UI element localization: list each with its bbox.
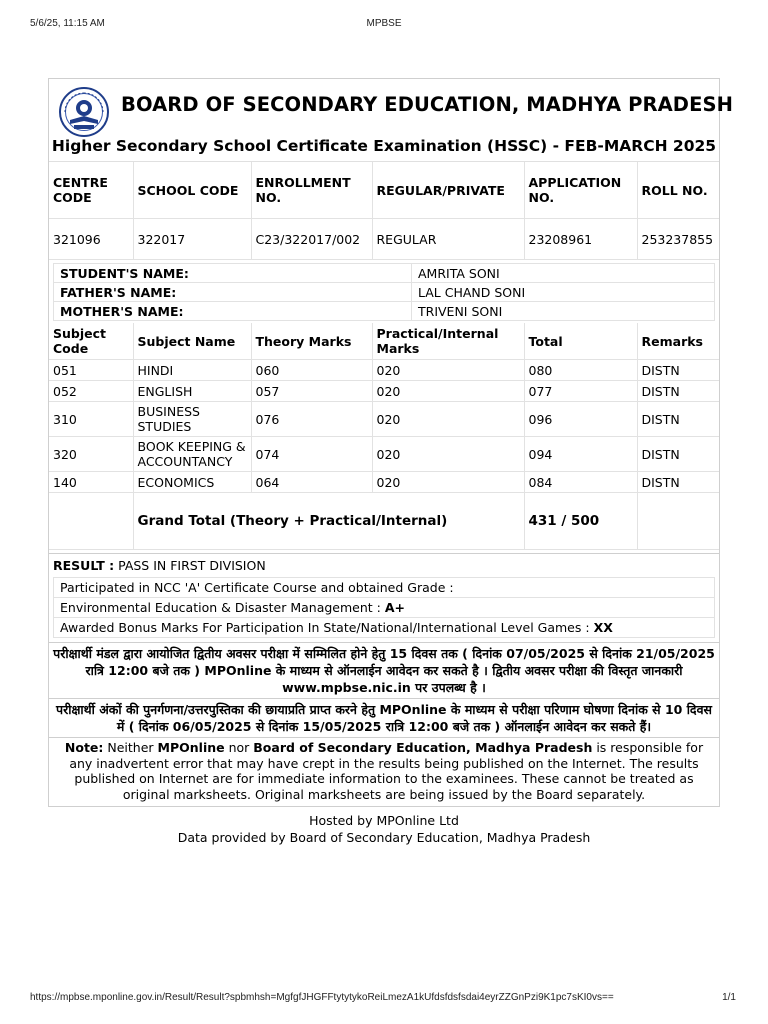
practical-marks: 020 bbox=[372, 360, 524, 381]
recheck-text: बजे तक ) ऑनलाईन आवेदन कर सकते हैं। bbox=[448, 719, 652, 734]
environment-grade: A+ bbox=[384, 600, 406, 615]
mother-name-row bbox=[54, 302, 715, 321]
note-text: nor bbox=[224, 740, 254, 755]
father-name-value: LAL CHAND SONI bbox=[412, 283, 715, 302]
note-board: Board of Secondary Education, Madhya Pradesh bbox=[253, 740, 593, 755]
centre-code-value: 321096 bbox=[49, 219, 133, 260]
subject-remarks: DISTN bbox=[637, 402, 719, 437]
subject-total: 096 bbox=[524, 402, 637, 437]
subject-code-header: Subject Code bbox=[49, 323, 133, 360]
mponline-mention: MPOnline bbox=[204, 663, 272, 678]
father-name-row bbox=[54, 283, 715, 302]
data-provided-text: Data provided by Board of Secondary Education, Madhya Pradesh bbox=[177, 830, 591, 845]
note-mponline: MPOnline bbox=[157, 740, 225, 755]
subject-code: 052 bbox=[49, 381, 133, 402]
grand-total-remarks bbox=[637, 493, 719, 550]
mother-name-value: TRIVENI SONI bbox=[412, 302, 715, 321]
subject-name: BUSINESS STUDIES bbox=[133, 402, 251, 437]
subject-total: 084 bbox=[524, 472, 637, 493]
board-title: BOARD OF SECONDARY EDUCATION, MADHYA PRADESH bbox=[121, 93, 734, 116]
bonus-value: XX bbox=[593, 620, 613, 635]
subject-code: 310 bbox=[49, 402, 133, 437]
mother-name-label: MOTHER'S NAME: bbox=[54, 302, 412, 321]
names-section bbox=[49, 260, 719, 323]
subject-remarks: DISTN bbox=[637, 437, 719, 472]
theory-marks-header: Theory Marks bbox=[251, 323, 372, 360]
identity-value-row bbox=[49, 219, 719, 260]
theory-marks: 064 bbox=[251, 472, 372, 493]
subject-total: 077 bbox=[524, 381, 637, 402]
subject-code: 051 bbox=[49, 360, 133, 381]
print-title: MPBSE bbox=[366, 18, 402, 29]
grand-total-value: 431 / 500 bbox=[524, 493, 637, 550]
subject-row bbox=[49, 437, 719, 472]
result-line bbox=[49, 554, 719, 575]
subject-name: ENGLISH bbox=[133, 381, 251, 402]
student-name-label: STUDENT'S NAME: bbox=[54, 264, 412, 283]
ncc-text: Participated in NCC 'A' Certificate Course and obtained Grade : bbox=[54, 578, 715, 598]
bonus-row bbox=[54, 618, 715, 638]
subjects-header-row bbox=[49, 323, 719, 360]
recheck-start-date: 06/05/2025 bbox=[172, 719, 252, 734]
roll-no-header: ROLL NO. bbox=[637, 162, 719, 219]
recheck-text: के माध्यम से परीक्षा परिणाम घोषणा दिनांक से 10 दिवस में ( दिनांक bbox=[116, 702, 712, 734]
second-exam-text: बजे तक ) bbox=[148, 663, 205, 678]
subject-total: 080 bbox=[524, 360, 637, 381]
subject-row bbox=[49, 381, 719, 402]
subject-name: HINDI bbox=[133, 360, 251, 381]
extras-table bbox=[53, 577, 715, 638]
subject-code: 320 bbox=[49, 437, 133, 472]
practical-marks: 020 bbox=[372, 472, 524, 493]
result-value: PASS IN FIRST DIVISION bbox=[118, 558, 266, 573]
print-page-number: 1/1 bbox=[722, 992, 736, 1003]
theory-marks: 060 bbox=[251, 360, 372, 381]
application-no-value: 23208961 bbox=[524, 219, 637, 260]
school-code-value: 322017 bbox=[133, 219, 251, 260]
second-exam-start-date: 07/05/2025 bbox=[506, 646, 585, 661]
print-header bbox=[0, 18, 768, 32]
second-exam-notice bbox=[49, 642, 719, 698]
school-code-header: SCHOOL CODE bbox=[133, 162, 251, 219]
father-name-label: FATHER'S NAME: bbox=[54, 283, 412, 302]
roll-no-value: 253237855 bbox=[637, 219, 719, 260]
subject-remarks: DISTN bbox=[637, 360, 719, 381]
practical-marks: 020 bbox=[372, 381, 524, 402]
grand-total-empty bbox=[49, 493, 133, 550]
theory-marks: 076 bbox=[251, 402, 372, 437]
grand-total-label: Grand Total (Theory + Practical/Internal) bbox=[133, 493, 524, 550]
recheck-text: से दिनांक bbox=[251, 719, 303, 734]
recheck-end-date: 15/05/2025 रात्रि 12:00 bbox=[302, 719, 449, 734]
subject-name: ECONOMICS bbox=[133, 472, 251, 493]
application-no-header: APPLICATION NO. bbox=[524, 162, 637, 219]
result-label: RESULT : bbox=[53, 558, 115, 573]
subjects-table bbox=[49, 323, 719, 554]
student-name-row bbox=[54, 264, 715, 283]
names-table bbox=[53, 263, 715, 321]
hosted-footer bbox=[0, 812, 768, 846]
table-divider bbox=[49, 550, 719, 554]
print-url: https://mpbse.mponline.gov.in/Result/Result?spbmhsh=MgfgfJHGFFtytytykoReiLmezA1kUfdsfdsfsdai4eyrZZGnPzi9K1pc7sKI0vs== bbox=[30, 992, 614, 1003]
environment-row bbox=[54, 598, 715, 618]
note-label: Note: bbox=[64, 740, 104, 755]
grand-total-row bbox=[49, 493, 719, 550]
subject-name-header: Subject Name bbox=[133, 323, 251, 360]
practical-marks: 020 bbox=[372, 402, 524, 437]
subject-remarks: DISTN bbox=[637, 381, 719, 402]
second-exam-text: परीक्षार्थी मंडल द्वारा आयोजित द्वितीय अवसर परीक्षा में सम्मिलित होने हेतु 15 दिवस तक ( दिनांक bbox=[53, 646, 507, 661]
second-exam-text: के माध्यम से ऑनलाईन आवेदन कर सकते है । द्वितीय अवसर परीक्षा की विस्तृत जानकारी bbox=[271, 663, 683, 678]
print-date: 5/6/25, 11:15 AM bbox=[30, 18, 105, 29]
identity-table bbox=[49, 162, 719, 260]
ncc-row bbox=[54, 578, 715, 598]
remarks-header: Remarks bbox=[637, 323, 719, 360]
identity-header-row bbox=[49, 162, 719, 219]
practical-marks: 020 bbox=[372, 437, 524, 472]
result-header bbox=[49, 79, 734, 162]
recheck-text: परीक्षार्थी अंकों की पुनर्गणना/उत्तरपुस्तिका की छायाप्रति प्राप्त करने हेतु bbox=[56, 702, 380, 717]
student-name-value: AMRITA SONI bbox=[412, 264, 715, 283]
theory-marks: 057 bbox=[251, 381, 372, 402]
note-text: is responsible for any inadvertent error that may have crept in the results being published on the Internet. The results published on Internet are for immediate information to the examinees. These cannot be treated as original marksheets. Original marksheets are being issued by the Board separately. bbox=[69, 740, 704, 802]
note-text: Neither bbox=[103, 740, 158, 755]
regular-private-value: REGULAR bbox=[372, 219, 524, 260]
exam-title: Higher Secondary School Certificate Examination (HSSC) - FEB-MARCH 2025 bbox=[51, 137, 717, 155]
subject-remarks: DISTN bbox=[637, 472, 719, 493]
environment-label: Environmental Education & Disaster Management : bbox=[60, 600, 381, 615]
board-logo-icon bbox=[58, 86, 110, 138]
enrollment-value: C23/322017/002 bbox=[251, 219, 372, 260]
mpbse-website-link[interactable]: www.mpbse.nic.in bbox=[282, 680, 411, 695]
subject-name: BOOK KEEPING & ACCOUNTANCY bbox=[133, 437, 251, 472]
centre-code-header: CENTRE CODE bbox=[49, 162, 133, 219]
disclaimer-note bbox=[49, 737, 719, 806]
subject-row bbox=[49, 472, 719, 493]
enrollment-header: ENROLLMENT NO. bbox=[251, 162, 372, 219]
subject-total: 094 bbox=[524, 437, 637, 472]
recheck-notice bbox=[49, 698, 719, 737]
practical-marks-header: Practical/Internal Marks bbox=[372, 323, 524, 360]
print-footer bbox=[0, 992, 768, 1006]
mponline-mention: MPOnline bbox=[379, 702, 447, 717]
second-exam-end-date: 21/05/2025 रात्रि 12:00 bbox=[85, 646, 715, 678]
bonus-label: Awarded Bonus Marks For Participation In State/National/International Level Games : bbox=[60, 620, 590, 635]
theory-marks: 074 bbox=[251, 437, 372, 472]
subject-row bbox=[49, 360, 719, 381]
subject-row bbox=[49, 402, 719, 437]
subject-code: 140 bbox=[49, 472, 133, 493]
second-exam-text: पर उपलब्ध है । bbox=[410, 680, 486, 695]
result-card bbox=[48, 78, 734, 807]
regular-private-header: REGULAR/PRIVATE bbox=[372, 162, 524, 219]
hosted-by-text: Hosted by MPOnline Ltd bbox=[309, 813, 459, 828]
total-header: Total bbox=[524, 323, 637, 360]
second-exam-text: से दिनांक bbox=[584, 646, 637, 661]
